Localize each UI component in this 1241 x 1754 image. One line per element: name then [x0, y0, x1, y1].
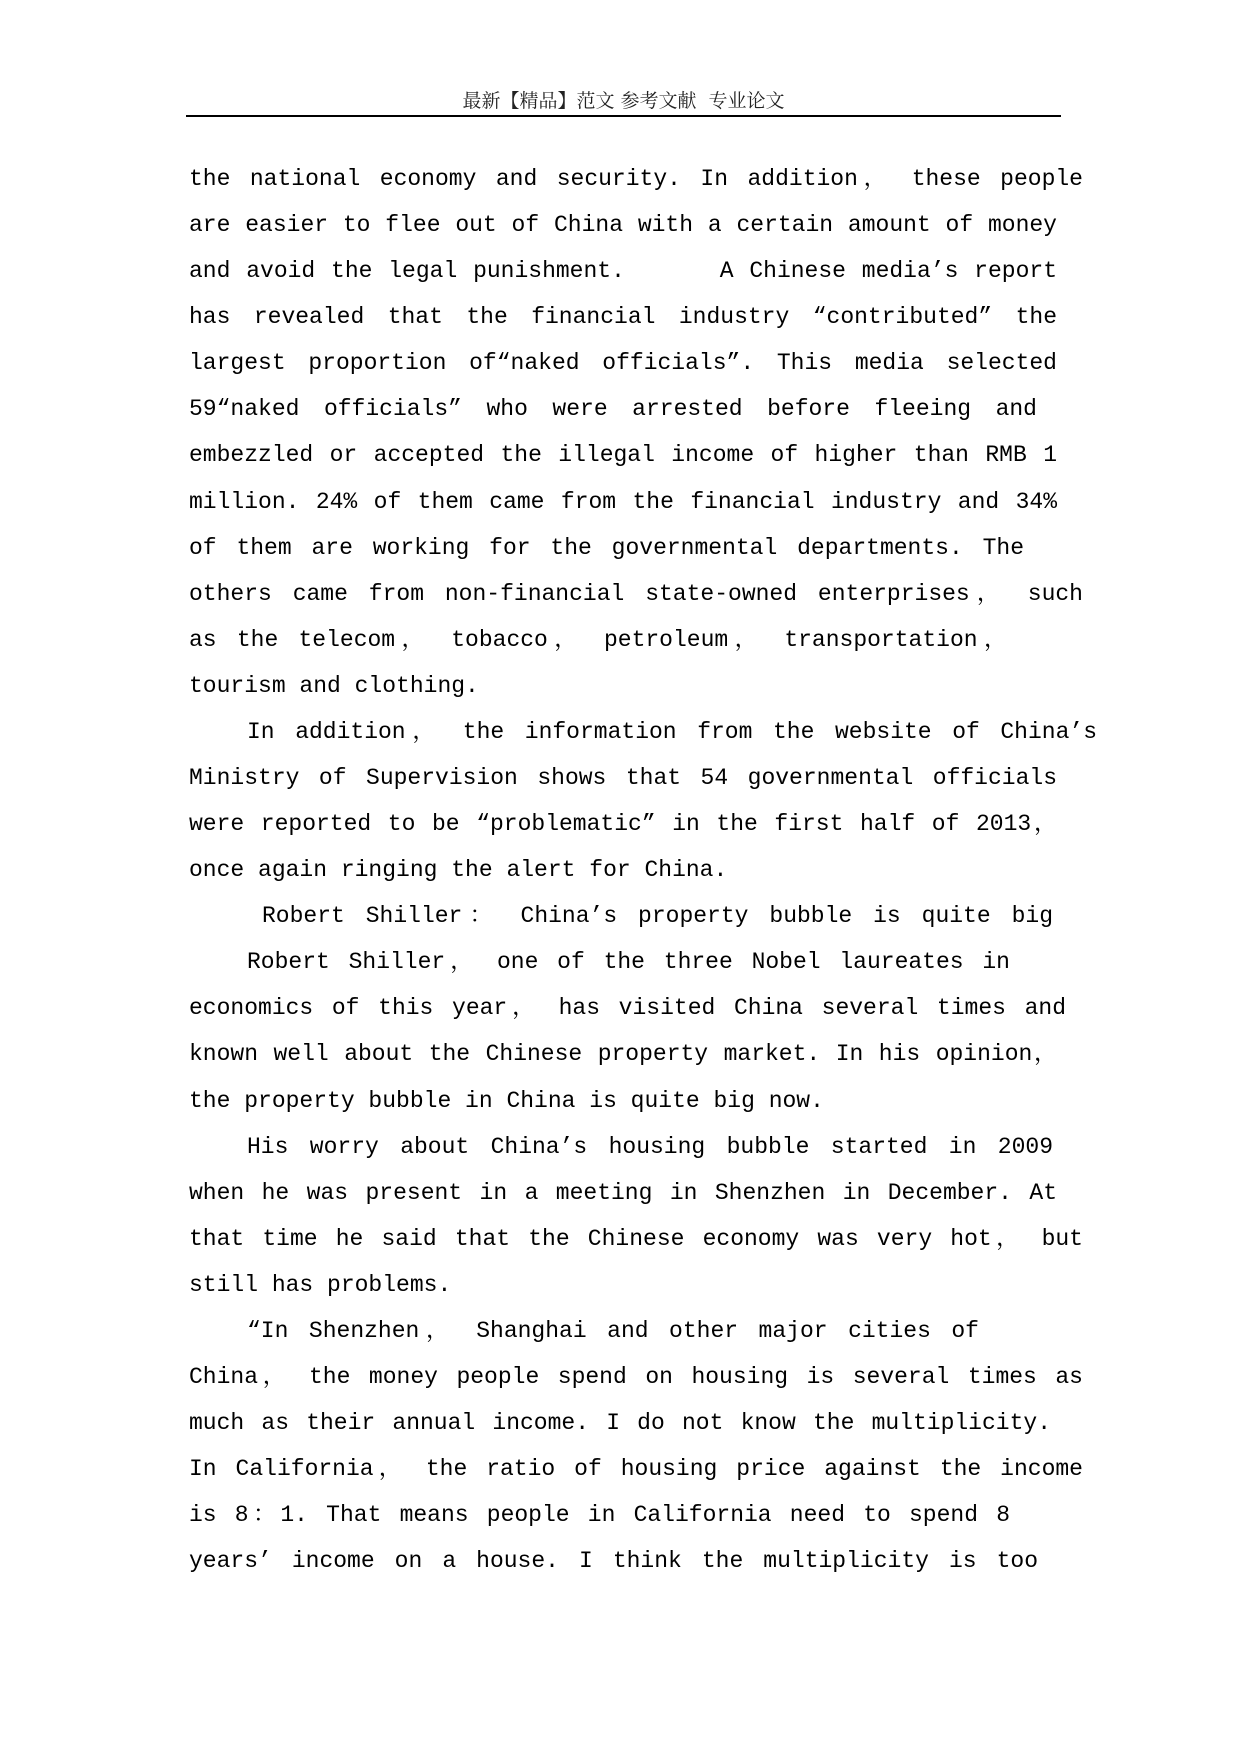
body-line: largest proportion of“naked officials”. This media selected [189, 350, 1057, 377]
body-line: In addition， the information from the website of China’s [247, 718, 1097, 745]
body-line: 59“naked officials” who were arrested before fleeing and [189, 396, 1037, 423]
body-line: Robert Shiller， one of the three Nobel laureates in [247, 949, 1010, 976]
body-line: known well about the Chinese property market. In his opinion， [189, 1041, 1057, 1068]
body-line: is 8：1. That means people in California need to spend 8 [189, 1502, 1010, 1529]
body-line: others came from non-financial state-owned enterprises， such [189, 580, 1083, 607]
body-line: were reported to be “problematic” in the first half of 2013， [189, 811, 1057, 838]
body-line: once again ringing the alert for China. [189, 857, 728, 884]
body-line: of them are working for the governmental departments. The [189, 534, 1024, 561]
body-line: years’ income on a house. I think the multiplicity is too [189, 1548, 1038, 1575]
body-line: the national economy and security. In addition， these people [189, 166, 1083, 192]
paragraph [189, 939, 1149, 1123]
paragraph [189, 1124, 1149, 1308]
body-line: “In Shenzhen， Shanghai and other major cities of [247, 1317, 979, 1344]
body-line: has revealed that the financial industry “contributed” the [189, 304, 1057, 331]
paragraph [189, 709, 1149, 893]
body-line: Ministry of Supervision shows that 54 governmental officials [189, 765, 1057, 792]
body-line: when he was present in a meeting in Shenzhen in December. At [189, 1179, 1057, 1206]
body-line: are easier to flee out of China with a certain amount of money [189, 212, 1057, 239]
body-line: In California， the ratio of housing price against the income [189, 1456, 1083, 1483]
body-line: economics of this year， has visited China several times and [189, 995, 1066, 1022]
header-rule [186, 115, 1061, 117]
paragraph [189, 1308, 1149, 1584]
section-heading-text: Robert Shiller： China’s property bubble is quite big [262, 903, 1053, 930]
body-line: His worry about China’s housing bubble started in 2009 [247, 1133, 1053, 1160]
body-line: still has problems. [189, 1271, 452, 1298]
body-line: million. 24% of them came from the financial industry and 34% [189, 488, 1057, 515]
document-body [189, 156, 1149, 1584]
section-heading [189, 893, 1149, 939]
body-line: embezzled or accepted the illegal income of higher than RMB 1 [189, 442, 1057, 469]
body-line: much as their annual income. I do not know the multiplicity. [189, 1410, 1051, 1437]
body-line: the property bubble in China is quite big now. [189, 1087, 824, 1114]
body-line: as the telecom， tobacco， petroleum， transportation， [189, 626, 1007, 653]
body-line: tourism and clothing. [189, 672, 479, 699]
page-header-text: 最新【精品】范文 参考文献 专业论文 [462, 90, 785, 112]
body-line: China， the money people spend on housing is several times as [189, 1364, 1083, 1391]
paragraph [189, 156, 1149, 709]
body-line: and avoid the legal punishment. A Chinese media’s report [189, 258, 1057, 285]
body-line: that time he said that the Chinese economy was very hot， but [189, 1225, 1083, 1252]
